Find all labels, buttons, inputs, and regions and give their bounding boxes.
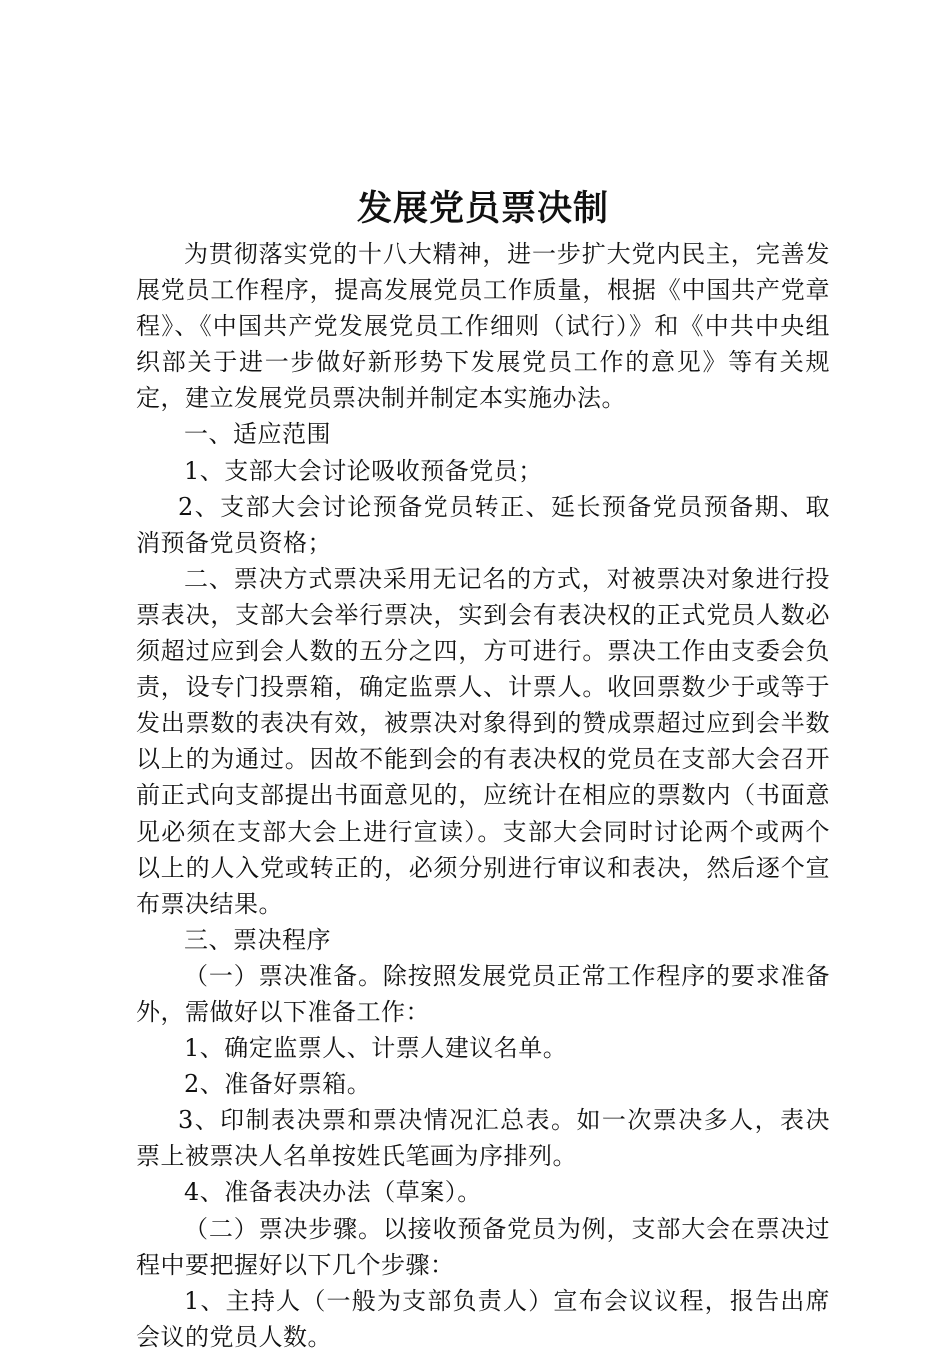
voting-method-paragraph: 二、票决方式票决采用无记名的方式，对被票决对象进行投票表决，支部大会举行票决，实到会有表决权的正式党员人数必须超过应到会人数的五分之四，方可进行。票决工作由支委会负责，设专门投票箱，确定监票人、计票人。收回票数少于或等于发出票数的表决有效，被票决对象得到的赞成票超过应到会半数以上的为通过。因故不能到会的有表决权的党员在支部大会召开前正式向支部提出书面意见的，应统计在相应的票数内（书面意见必须在支部大会上进行宣读）。支部大会同时讨论两个或两个以上的人入党或转正的，必须分别进行审议和表决，然后逐个宣布票决结果。 [136, 564, 830, 918]
scope-item-2: 2、支部大会讨论预备党员转正、延长预备党员预备期、取消预备党员资格； [136, 492, 830, 557]
preparation-item-1: 1、确定监票人、计票人建议名单。 [184, 1034, 568, 1063]
scope-item-1: 1、支部大会讨论吸收预备党员； [184, 456, 543, 485]
preparation-item-3: 3、印制表决票和票决情况汇总表。如一次票决多人，表决票上被票决人名单按姓氏笔画为序排列。 [136, 1106, 830, 1171]
section-heading-scope: 一、适应范围 [184, 420, 331, 449]
document-title: 发展党员票决制 [356, 189, 609, 229]
document-page [136, 186, 830, 1355]
procedure-steps: （二）票决步骤。以接收预备党员为例，支部大会在票决过程中要把握好以下几个步骤： [136, 1214, 830, 1279]
preparation-item-4: 4、准备表决办法（草案）。 [184, 1178, 482, 1207]
preparation-item-2: 2、准备好票箱。 [184, 1070, 372, 1099]
section-heading-procedure: 三、票决程序 [184, 925, 331, 954]
procedure-preparation: （一）票决准备。除按照发展党员正常工作程序的要求准备外，需做好以下准备工作： [136, 961, 830, 1026]
step-item-1: 1、主持人（一般为支部负责人）宣布会议议程，报告出席会议的党员人数。 [136, 1286, 830, 1351]
intro-paragraph: 为贯彻落实党的十八大精神，进一步扩大党内民主，完善发展党员工作程序，提高发展党员工作质量，根据《中国共产党章程》、《中国共产党发展党员工作细则（试行）》和《中共中央组织部关于进一步做好新形势下发展党员工作的意见》等有关规定，建立发展党员票决制并制定本实施办法。 [136, 240, 830, 413]
